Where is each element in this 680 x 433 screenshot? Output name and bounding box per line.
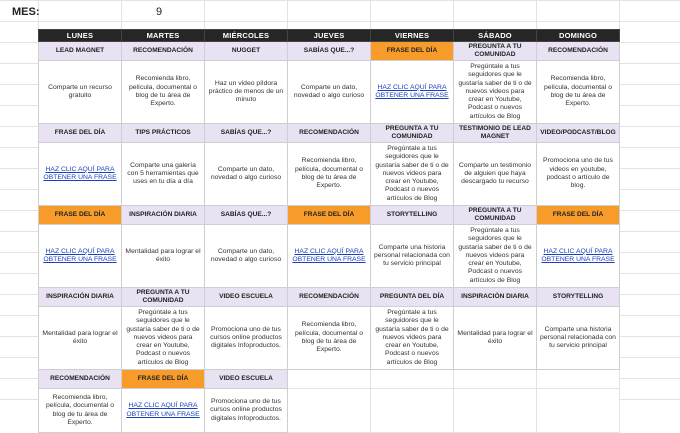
- description-cell[interactable]: Pregúntale a tus seguidores que le gustaría saber de ti o de nuevos videos para crear en Youtube, Podcast o nuevos artículos de Blog: [371, 307, 454, 370]
- frase-link-cell[interactable]: HAZ CLIC AQUÍ PARA OBTENER UNA FRASE: [39, 143, 122, 206]
- frase-link-cell[interactable]: HAZ CLIC AQUÍ PARA OBTENER UNA FRASE: [122, 389, 205, 433]
- empty-cell[interactable]: [537, 370, 620, 389]
- category-cell[interactable]: PREGUNTA A TU COMUNIDAD: [454, 206, 537, 225]
- description-row: [39, 225, 620, 288]
- empty-cell[interactable]: [288, 370, 371, 389]
- category-cell[interactable]: PREGUNTA DEL DÍA: [371, 288, 454, 307]
- description-cell[interactable]: Comparte un testimonio de alguien que haya descargado tu recurso: [454, 143, 537, 206]
- description-cell[interactable]: Mentalidad para lograr el éxito: [39, 307, 122, 370]
- description-cell[interactable]: Haz un video píldora práctico de menos de un minuto: [205, 61, 288, 124]
- frase-link-cell[interactable]: HAZ CLIC AQUÍ PARA OBTENER UNA FRASE: [537, 225, 620, 288]
- weekday-header-cell[interactable]: VIERNES: [371, 30, 454, 42]
- description-cell[interactable]: Mentalidad para lograr el éxito: [122, 225, 205, 288]
- gridline: [0, 21, 680, 22]
- category-cell[interactable]: RECOMENDACIÓN: [288, 124, 371, 143]
- category-cell[interactable]: FRASE DEL DÍA: [122, 370, 205, 389]
- category-cell[interactable]: TIPS PRÁCTICOS: [122, 124, 205, 143]
- category-cell[interactable]: LEAD MAGNET: [39, 42, 122, 61]
- empty-cell[interactable]: [454, 370, 537, 389]
- category-cell[interactable]: PREGUNTA A TU COMUNIDAD: [122, 288, 205, 307]
- category-cell[interactable]: FRASE DEL DÍA: [39, 206, 122, 225]
- category-cell[interactable]: SABÍAS QUE...?: [205, 124, 288, 143]
- weekday-header-cell[interactable]: DOMINGO: [537, 30, 620, 42]
- description-cell[interactable]: Recomienda libro, película, documental o blog de tu área de Experto.: [537, 61, 620, 124]
- description-cell[interactable]: Comparte una historia personal relacionada con tu servicio principal: [371, 225, 454, 288]
- description-cell[interactable]: Recomienda libro, película, documental o blog de tu área de Experto.: [39, 389, 122, 433]
- category-cell[interactable]: FRASE DEL DÍA: [39, 124, 122, 143]
- category-cell[interactable]: PREGUNTA A TU COMUNIDAD: [454, 42, 537, 61]
- gridline: [0, 0, 680, 1]
- category-cell[interactable]: INSPIRACIÓN DIARIA: [39, 288, 122, 307]
- category-cell[interactable]: NUGGET: [205, 42, 288, 61]
- description-cell[interactable]: Comparte una historia personal relacionada con tu servicio principal: [537, 307, 620, 370]
- month-label: MES:: [12, 6, 40, 18]
- description-cell[interactable]: Comparte un dato, novedad o algo curioso: [288, 61, 371, 124]
- description-row: [39, 143, 620, 206]
- category-cell[interactable]: SABÍAS QUE...?: [205, 206, 288, 225]
- category-cell[interactable]: SABÍAS QUE...?: [288, 42, 371, 61]
- category-cell[interactable]: INSPIRACIÓN DIARIA: [122, 206, 205, 225]
- category-cell[interactable]: RECOMENDACIÓN: [122, 42, 205, 61]
- description-cell[interactable]: Comparte un dato, novedad o algo curioso: [205, 225, 288, 288]
- category-cell[interactable]: FRASE DEL DÍA: [371, 42, 454, 61]
- description-row: [39, 389, 620, 433]
- category-row: [39, 288, 620, 307]
- category-cell[interactable]: VIDEO/PODCAST/BLOG: [537, 124, 620, 143]
- category-row: [39, 370, 620, 389]
- category-cell[interactable]: PREGUNTA A TU COMUNIDAD: [371, 124, 454, 143]
- empty-cell[interactable]: [537, 389, 620, 433]
- empty-cell[interactable]: [454, 389, 537, 433]
- description-cell[interactable]: Recomienda libro, película, documental o blog de tu área de Experto.: [288, 143, 371, 206]
- weekday-header-cell[interactable]: JUEVES: [288, 30, 371, 42]
- category-cell[interactable]: RECOMENDACIÓN: [288, 288, 371, 307]
- frase-link-cell[interactable]: HAZ CLIC AQUÍ PARA OBTENER UNA FRASE: [39, 225, 122, 288]
- calendar-body: [39, 42, 620, 433]
- description-cell[interactable]: Recomienda libro, película, documental o blog de tu área de Experto.: [288, 307, 371, 370]
- empty-cell[interactable]: [371, 389, 454, 433]
- category-cell[interactable]: TESTIMONIO DE LEAD MAGNET: [454, 124, 537, 143]
- category-cell[interactable]: STORYTELLING: [371, 206, 454, 225]
- category-cell[interactable]: RECOMENDACIÓN: [537, 42, 620, 61]
- description-cell[interactable]: Pregúntale a tus seguidores que le gustaría saber de ti o de nuevos videos para crear en Youtube, Podcast o nuevos artículos de Blog: [454, 225, 537, 288]
- description-row: [39, 61, 620, 124]
- description-cell[interactable]: Comparte un dato, novedad o algo curioso: [205, 143, 288, 206]
- weekday-header-row: [39, 30, 620, 42]
- description-cell[interactable]: Pregúntale a tus seguidores que le gustaría saber de ti o de nuevos videos para crear en Youtube, Podcast o nuevos artículos de Blog: [454, 61, 537, 124]
- description-cell[interactable]: Mentalidad para lograr el éxito: [454, 307, 537, 370]
- description-cell[interactable]: Comparte un recurso gratuito: [39, 61, 122, 124]
- category-cell[interactable]: FRASE DEL DÍA: [288, 206, 371, 225]
- category-cell[interactable]: INSPIRACIÓN DIARIA: [454, 288, 537, 307]
- category-cell[interactable]: STORYTELLING: [537, 288, 620, 307]
- description-cell[interactable]: Promociona uno de tus videos en youtube, podcast o artículo de blog.: [537, 143, 620, 206]
- weekday-header-cell[interactable]: MARTES: [122, 30, 205, 42]
- category-cell[interactable]: RECOMENDACIÓN: [39, 370, 122, 389]
- category-cell[interactable]: VIDEO ESCUELA: [205, 288, 288, 307]
- description-cell[interactable]: Recomienda libro, película, documental o blog de tu área de Experto.: [122, 61, 205, 124]
- category-row: [39, 124, 620, 143]
- frase-link-cell[interactable]: HAZ CLIC AQUÍ PARA OBTENER UNA FRASE: [371, 61, 454, 124]
- description-row: [39, 307, 620, 370]
- frase-link-cell[interactable]: HAZ CLIC AQUÍ PARA OBTENER UNA FRASE: [288, 225, 371, 288]
- month-value-cell[interactable]: 9: [156, 6, 163, 18]
- description-cell[interactable]: Promociona uno de tus cursos online productos digitales Infoproductos.: [205, 307, 288, 370]
- description-cell[interactable]: Pregúntale a tus seguidores que le gustaría saber de ti o de nuevos videos para crear en Youtube, Podcast o nuevos artículos de Blog: [122, 307, 205, 370]
- description-cell[interactable]: Comparte una galería con 5 herramientas que uses en tu día a día: [122, 143, 205, 206]
- empty-cell[interactable]: [371, 370, 454, 389]
- weekday-header-cell[interactable]: MIÉRCOLES: [205, 30, 288, 42]
- content-calendar-table: [38, 29, 620, 433]
- weekday-header-cell[interactable]: SÁBADO: [454, 30, 537, 42]
- description-cell[interactable]: Promociona uno de tus cursos online productos digitales Infoproductos.: [205, 389, 288, 433]
- category-cell[interactable]: FRASE DEL DÍA: [537, 206, 620, 225]
- category-cell[interactable]: VIDEO ESCUELA: [205, 370, 288, 389]
- empty-cell[interactable]: [288, 389, 371, 433]
- weekday-header-cell[interactable]: LUNES: [39, 30, 122, 42]
- category-row: [39, 42, 620, 61]
- category-row: [39, 206, 620, 225]
- description-cell[interactable]: Pregúntale a tus seguidores que le gustaría saber de ti o de nuevos videos para crear en Youtube, Podcast o nuevos artículos de Blog: [371, 143, 454, 206]
